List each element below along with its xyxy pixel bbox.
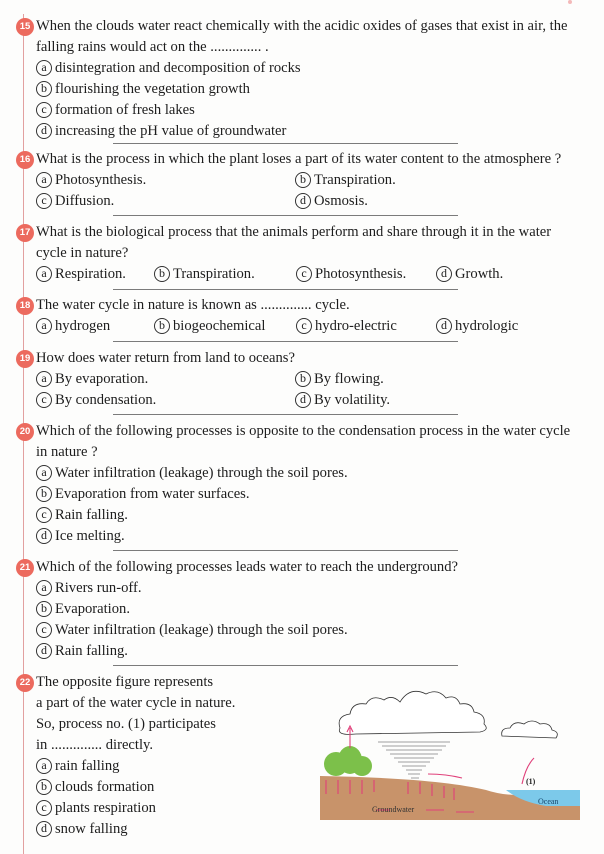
option-text: Transpiration. [173,266,255,282]
option-letter: c [36,800,52,816]
option-letter: a [36,172,52,188]
separator [113,414,458,415]
option-c[interactable] [36,620,576,641]
separator [113,289,458,290]
option-letter: d [36,123,52,139]
option-a[interactable] [36,58,576,79]
option-letter: b [154,318,170,334]
separator [113,143,458,144]
option-text: rain falling [55,758,120,774]
stem-line: So, process no. (1) participates [36,716,216,732]
option-c[interactable] [36,100,576,121]
option-letter: b [36,779,52,795]
process-1-label: (1) [526,777,536,786]
options [36,264,576,285]
option-text: snow falling [55,821,128,837]
option-d[interactable] [436,264,503,285]
option-text: hydrogen [55,318,111,334]
question-number-badge: 20 [16,423,34,441]
option-text: Photosynthesis. [315,266,407,282]
option-text: By flowing. [314,371,384,387]
option-text: Rain falling. [55,643,128,659]
option-a[interactable] [36,369,148,390]
water-cycle-figure [316,678,584,828]
option-letter: c [296,266,312,282]
option-text: Transpiration. [314,172,396,188]
option-text: Respiration. [55,266,126,282]
question-stem: What is the biological process that the animals perform and share through it in the water cycle in nature? [36,224,552,261]
option-letter: b [36,486,52,502]
option-c[interactable] [36,505,576,526]
option-b[interactable] [36,79,576,100]
option-text: Photosynthesis. [55,172,147,188]
options [36,756,296,840]
question-20 [16,421,576,547]
option-d[interactable] [36,121,576,142]
option-text: plants respiration [55,800,156,816]
question-number-badge: 19 [16,350,34,368]
option-a[interactable] [36,756,296,777]
option-a[interactable] [36,578,576,599]
stem-line: The opposite figure represents [36,674,214,690]
option-text: increasing the pH value of groundwater [55,123,287,139]
options [36,463,576,547]
tree-icon [324,746,372,776]
option-text: By evaporation. [55,371,149,387]
option-text: Growth. [455,266,504,282]
option-c[interactable] [296,316,397,337]
option-text: hydrologic [455,318,519,334]
question-22 [16,672,296,840]
question-stem: How does water return from land to oceans? [36,350,295,366]
option-b[interactable] [154,264,255,285]
options [36,369,576,411]
option-text: disintegration and decomposition of rocks [55,60,301,76]
option-letter: c [36,193,52,209]
question-stem: The water cycle in nature is known as .............. cycle. [36,297,350,313]
question-stem: Which of the following processes leads water to reach the underground? [36,559,458,575]
question-17 [16,222,576,285]
option-text: By condensation. [55,392,157,408]
option-c[interactable] [296,264,406,285]
option-letter: d [436,318,452,334]
question-stem: What is the process in which the plant loses a part of its water content to the atmosphere ? [36,151,562,167]
option-d[interactable] [436,316,518,337]
option-text: clouds formation [55,779,155,795]
option-letter: d [36,528,52,544]
option-text: Osmosis. [314,193,368,209]
option-d[interactable] [295,191,368,212]
option-letter: d [436,266,452,282]
separator [113,550,458,551]
question-19 [16,348,576,411]
option-text: Rivers run-off. [55,580,142,596]
option-letter: b [295,172,311,188]
option-letter: a [36,465,52,481]
stem-line: a part of the water cycle in nature. [36,695,236,711]
option-c[interactable] [36,390,156,411]
question-21 [16,557,576,662]
option-b[interactable] [36,599,576,620]
option-text: hydro-electric [315,318,397,334]
option-a[interactable] [36,264,126,285]
option-text: Evaporation from water surfaces. [55,486,250,502]
question-stem: When the clouds water react chemically with the acidic oxides of gases that exist in air, the falling rains would act on the .............. . [36,18,568,55]
option-letter: c [36,507,52,523]
option-b[interactable] [36,777,296,798]
option-letter: a [36,318,52,334]
ocean-label: Ocean [538,797,559,806]
option-letter: b [36,601,52,617]
rain-icon [378,742,450,778]
option-a[interactable] [36,170,146,191]
option-letter: c [36,622,52,638]
options [36,58,576,142]
separator [113,215,458,216]
option-text: formation of fresh lakes [55,102,195,118]
question-number-badge: 21 [16,559,34,577]
question-15 [16,16,576,142]
option-letter: d [36,821,52,837]
option-letter: c [36,102,52,118]
option-c[interactable] [36,798,296,819]
option-d[interactable] [36,526,576,547]
question-stem [36,672,296,756]
question-number-badge: 15 [16,18,34,36]
small-cloud-icon [502,721,558,738]
option-text: flourishing the vegetation growth [55,81,250,97]
option-letter: c [36,392,52,408]
question-16 [16,149,576,212]
page-mark [568,0,572,4]
question-number-badge: 17 [16,224,34,242]
option-b[interactable] [154,316,265,337]
options [36,170,576,212]
question-number-badge: 22 [16,674,34,692]
option-letter: b [154,266,170,282]
option-letter: a [36,266,52,282]
option-letter: b [36,81,52,97]
option-c[interactable] [36,191,114,212]
option-text: Ice melting. [55,528,125,544]
option-b[interactable] [36,484,576,505]
question-number-badge: 16 [16,151,34,169]
option-letter: c [296,318,312,334]
stem-line: in .............. directly. [36,737,153,753]
question-18 [16,295,576,337]
option-letter: d [295,193,311,209]
option-d[interactable] [295,390,390,411]
option-text: Rain falling. [55,507,128,523]
option-b[interactable] [295,170,396,191]
option-text: Diffusion. [55,193,115,209]
option-letter: a [36,60,52,76]
options [36,578,576,662]
question-number-badge: 18 [16,297,34,315]
option-letter: d [36,643,52,659]
option-letter: a [36,371,52,387]
option-d[interactable] [36,641,576,662]
option-letter: b [295,371,311,387]
option-text: Water infiltration (leakage) through the soil pores. [55,465,348,481]
option-letter: a [36,758,52,774]
cloud-icon [339,691,486,734]
options [36,316,576,337]
option-b[interactable] [295,369,384,390]
groundwater-label: Groundwater [372,805,415,814]
separator [113,341,458,342]
question-stem: Which of the following processes is opposite to the condensation process in the water cycle in nature ? [36,423,571,460]
separator [113,665,458,666]
option-text: biogeochemical [173,318,266,334]
option-letter: d [295,392,311,408]
option-a[interactable] [36,316,110,337]
option-text: Evaporation. [55,601,130,617]
option-text: By volatility. [314,392,391,408]
option-text: Water infiltration (leakage) through the soil pores. [55,622,348,638]
option-letter: a [36,580,52,596]
option-a[interactable] [36,463,576,484]
option-d[interactable] [36,819,296,840]
